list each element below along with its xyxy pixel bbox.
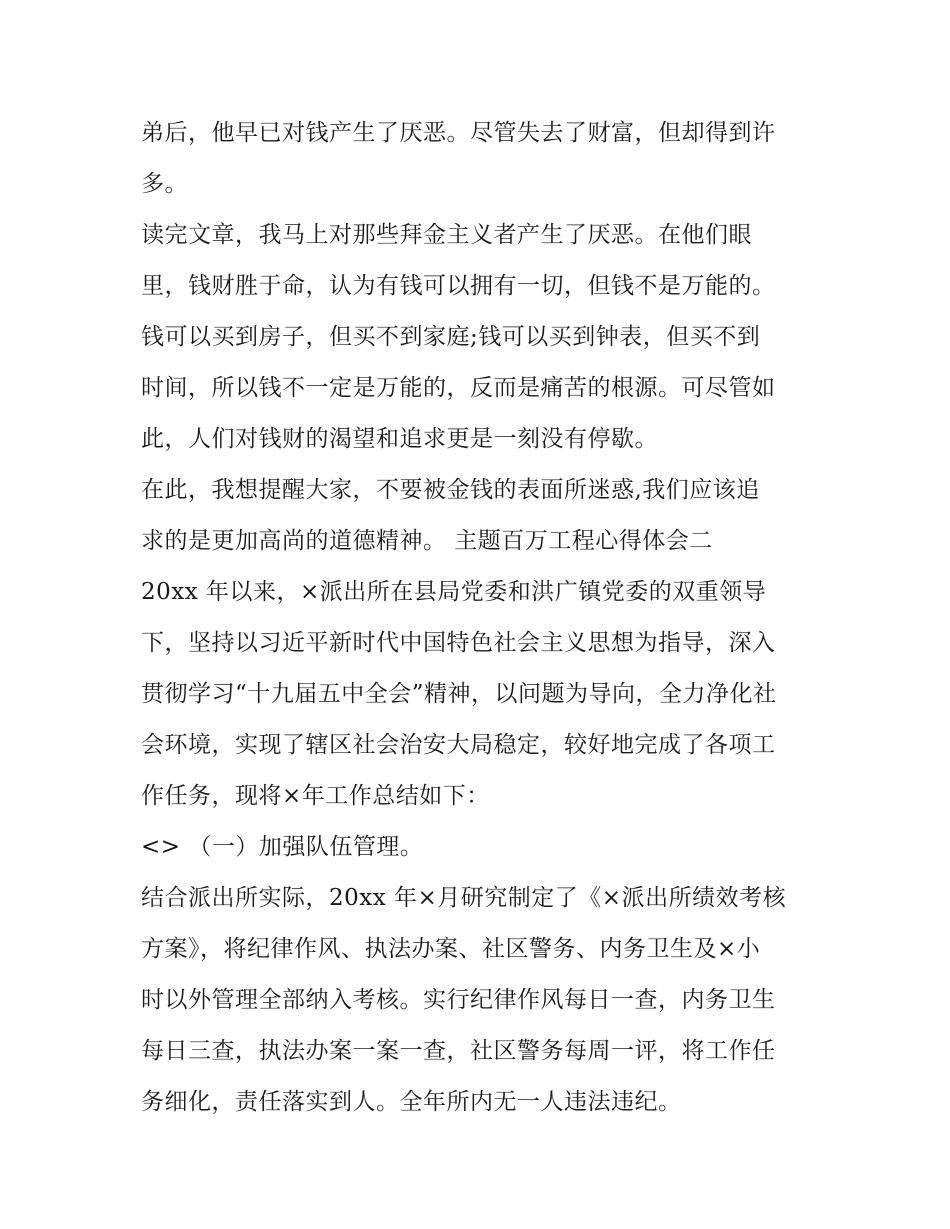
text-line: 务细化，责任落实到人。全年所内无一人违法违纪。 <box>141 1089 682 1115</box>
text-line: 里，钱财胜于命，认为有钱可以拥有一切，但钱不是万能的。 <box>141 273 776 299</box>
text-line: 在此，我想提醒大家，不要被金钱的表面所迷惑,我们应该追 <box>141 477 760 503</box>
text-line: 弟后，他早已对钱产生了厌恶。尽管失去了财富，但却得到许 <box>141 120 776 146</box>
text-line: 20xx 年以来，×派出所在县局党委和洪广镇党委的双重领导 <box>141 579 767 605</box>
text-line: 结合派出所实际，20xx 年×月研究制定了《×派出所绩效考核 <box>141 885 787 911</box>
text-line: 作任务，现将×年工作总结如下： <box>141 783 490 809</box>
text-line: 时间，所以钱不一定是万能的，反而是痛苦的根源。可尽管如 <box>141 375 776 401</box>
text-line: 贯彻学习“十九届五中全会”精神，以问题为导向，全力净化社 <box>141 681 777 707</box>
text-line: 此，人们对钱财的渴望和追求更是一刻没有停歇。 <box>141 426 658 452</box>
text-line: 时以外管理全部纳入考核。实行纪律作风每日一查，内务卫生 <box>141 987 776 1013</box>
text-line: 钱可以买到房子，但买不到家庭;钱可以买到钟表，但买不到 <box>141 324 761 350</box>
text-line: 读完文章，我马上对那些拜金主义者产生了厌恶。在他们眼 <box>141 222 752 248</box>
text-line: 方案》，将纪律作风、执法办案、社区警务、内务卫生及×小 <box>141 936 761 962</box>
text-line: 求的是更加高尚的道德精神。 主题百万工程心得体会二 <box>141 528 713 554</box>
section-heading: <> （一）加强队伍管理。 <box>141 834 424 860</box>
text-line: 会环境，实现了辖区社会治安大局稳定，较好地完成了各项工 <box>141 732 776 758</box>
document-body <box>141 108 821 1128</box>
text-line: 多。 <box>141 171 188 197</box>
text-line: 每日三查，执法办案一案一查，社区警务每周一评，将工作任 <box>141 1038 776 1064</box>
text-line: 下，坚持以习近平新时代中国特色社会主义思想为指导，深入 <box>141 630 776 656</box>
